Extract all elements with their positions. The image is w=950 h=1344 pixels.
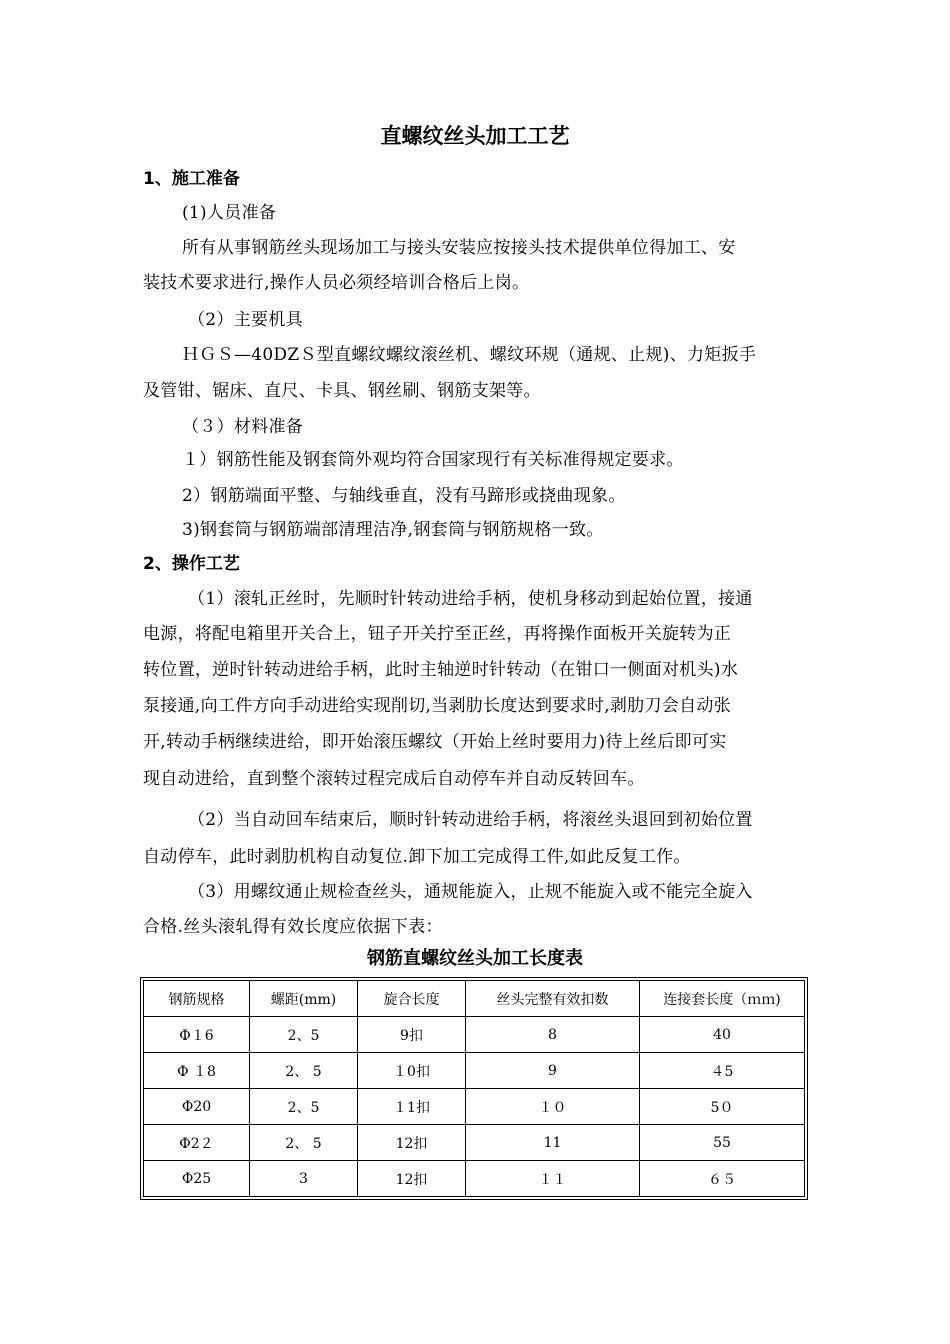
header-cell: 钢筋规格 (144, 981, 250, 1017)
table-cell: Φ25 (144, 1161, 250, 1197)
table-cell: １０ (466, 1089, 640, 1125)
paragraph-line: （2）当自动回车结束后，顺时针转动进给手柄，将滚丝头退回到初始位置 (188, 810, 753, 830)
table-cell: 3 (250, 1161, 358, 1197)
table-title: 钢筋直螺纹丝头加工长度表 (367, 948, 583, 969)
paragraph-line: 装技术要求进行,操作人员必须经培训合格后上岗。 (143, 273, 530, 293)
table-row (144, 1089, 805, 1125)
subheading-equipment: （2）主要机具 (188, 310, 303, 330)
paragraph-line: 开,转动手柄继续进给，即开始滚压螺纹（开始上丝时要用力)待上丝后即可实 (143, 732, 727, 752)
table-cell: 2、5 (250, 1089, 358, 1125)
list-item: 3)钢套筒与钢筋端部清理洁净,钢套筒与钢筋规格一致。 (182, 520, 604, 540)
table-cell: １1扣 (358, 1089, 466, 1125)
header-cell: 螺距(mm) (250, 981, 358, 1017)
table-cell: 12扣 (358, 1161, 466, 1197)
header-cell: 连接套长度（ｍｍ) (640, 981, 805, 1017)
table-row (144, 1053, 805, 1089)
document-title: 直螺纹丝头加工工艺 (380, 124, 570, 148)
subheading-personnel: (1)人员准备 (182, 203, 277, 223)
header-cell: 旋合长度 (358, 981, 466, 1017)
table-cell: ６５ (640, 1161, 805, 1197)
section-heading-process: 2、操作工艺 (143, 554, 240, 574)
paragraph-line: （3）用螺纹通止规检查丝头，通规能旋入，止规不能旋入或不能完全旋入 (188, 882, 753, 902)
paragraph-line: 合格.丝头滚轧得有效长度应依据下表： (143, 917, 443, 937)
table-cell: 9扣 (358, 1017, 466, 1053)
thread-length-table (140, 977, 808, 1200)
list-item: １）钢筋性能及钢套筒外观均符合国家现行有关标准得规定要求。 (182, 450, 684, 470)
table-cell: 8 (466, 1017, 640, 1053)
table-cell: 55 (640, 1125, 805, 1161)
table-cell: 40 (640, 1017, 805, 1053)
table-row (144, 1017, 805, 1053)
table-cell: １１ (466, 1161, 640, 1197)
table-cell: Φ2２ (144, 1125, 250, 1161)
table-cell: 11 (466, 1125, 640, 1161)
paragraph-line: 转位置，逆时针转动进给手柄，此时主轴逆时针转动（在钳口一侧面对机头)水 (143, 660, 739, 680)
table-row (144, 1161, 805, 1197)
paragraph-line: 及管钳、锯床、直尺、卡具、钢丝刷、钢筋支架等。 (143, 381, 541, 401)
table-cell: Φ20 (144, 1089, 250, 1125)
table-header-row (144, 981, 805, 1017)
header-cell: 丝头完整有效扣数 (466, 981, 640, 1017)
table-cell: ４5 (640, 1053, 805, 1089)
paragraph-line: 泵接通,向工件方向手动进给实现削切,当剥肋长度达到要求时,剥肋刀会自动张 (143, 696, 732, 716)
table-cell: 2、 5 (250, 1125, 358, 1161)
paragraph-line: 电源，将配电箱里开关合上，钮子开关拧至正丝，再将操作面板开关旋转为正 (143, 624, 732, 644)
paragraph-line: 自动停车，此时剥肋机构自动复位.卸下加工完成得工件,如此反复工作。 (143, 847, 691, 867)
table-cell: 2、5 (250, 1017, 358, 1053)
table-cell: 12扣 (358, 1125, 466, 1161)
table-row (144, 1125, 805, 1161)
table-cell: Φ１6 (144, 1017, 250, 1053)
table-cell: 9 (466, 1053, 640, 1089)
paragraph-line: 现自动进给，直到整个滚转过程完成后自动停车并自动反转回车。 (143, 769, 645, 789)
subheading-materials: （３）材料准备 (182, 417, 304, 437)
table-cell: Φ １8 (144, 1053, 250, 1089)
paragraph-line: （1）滚轧正丝时，先顺时针转动进给手柄，使机身移动到起始位置，接通 (188, 589, 753, 609)
list-item: 2）钢筋端面平整、与轴线垂直，没有马蹄形或挠曲现象。 (182, 486, 626, 506)
section-heading-preparation: 1、施工准备 (143, 169, 240, 189)
table-cell: 5０ (640, 1089, 805, 1125)
paragraph-line: 所有从事钢筋丝头现场加工与接头安装应按接头技术提供单位得加工、安 (182, 238, 736, 258)
table-cell: 2、 5 (250, 1053, 358, 1089)
table-cell: １0扣 (358, 1053, 466, 1089)
paragraph-line: ＨＧＳ—40DZＳ型直螺纹螺纹滚丝机、螺纹环规（通规、止规)、力矩扳手 (182, 345, 757, 365)
